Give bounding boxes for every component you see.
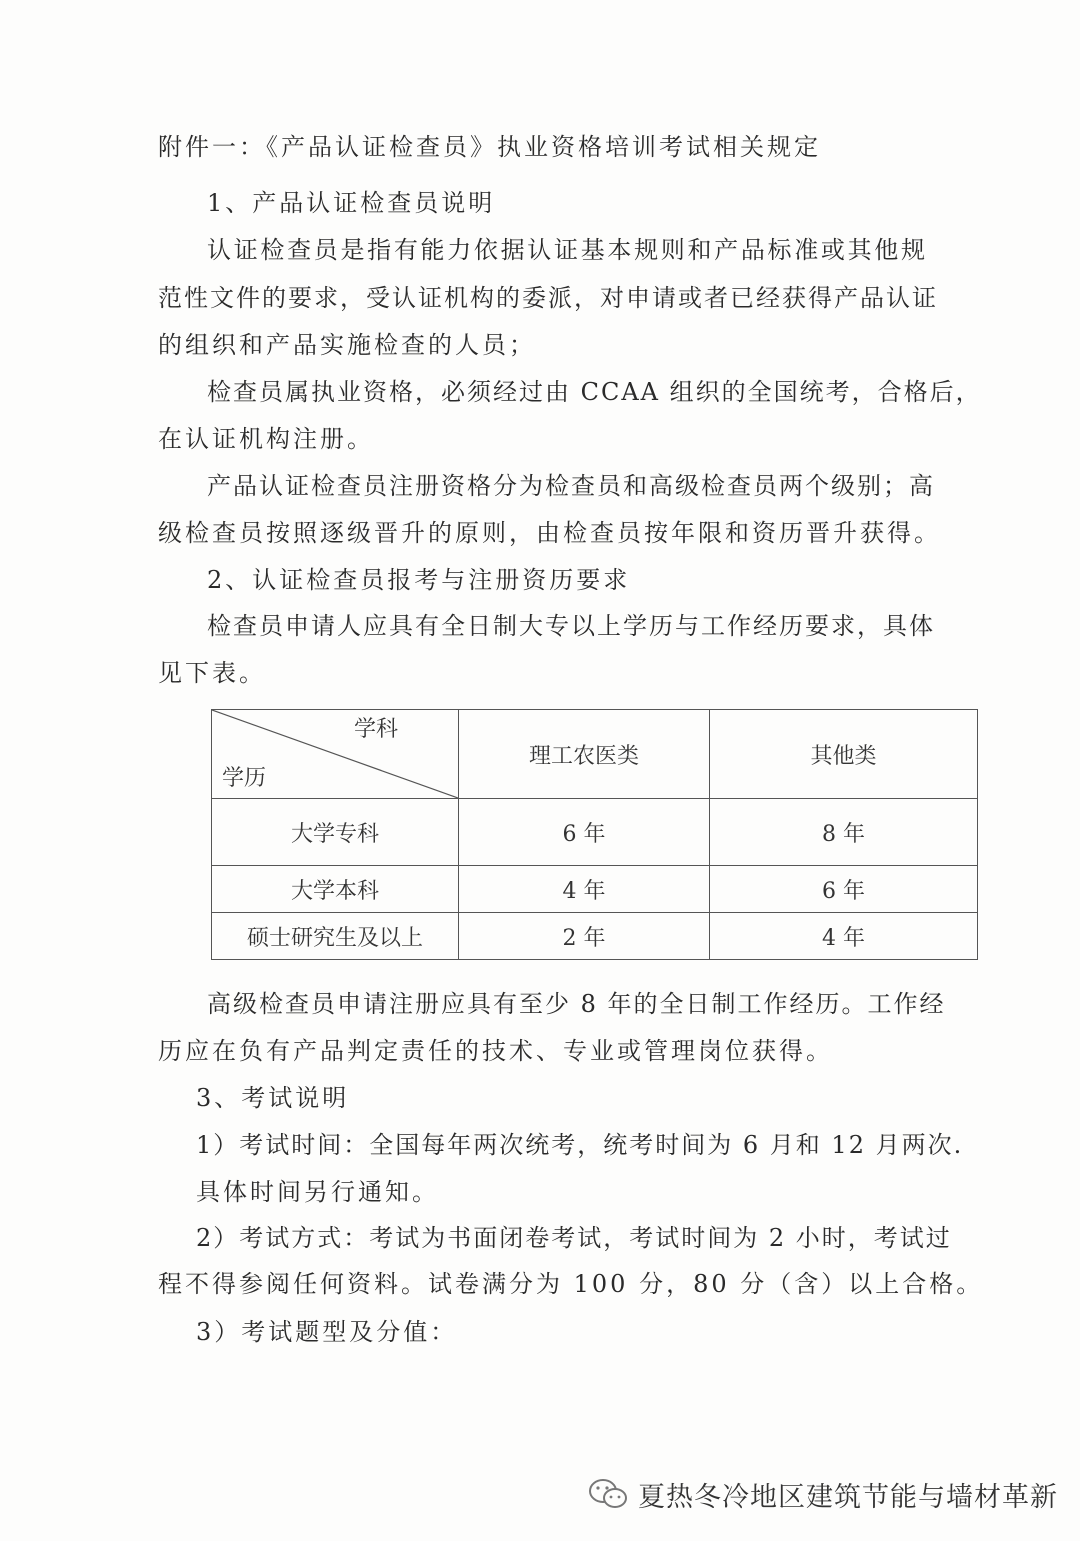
wechat-account-name: 夏热冬冷地区建筑节能与墙材革新 bbox=[638, 1481, 1058, 1513]
table-header-cell: 其他类 bbox=[710, 710, 978, 799]
qualification-table bbox=[211, 709, 978, 960]
table-cell: 2 年 bbox=[459, 913, 710, 960]
table-row-label: 大学专科 bbox=[212, 799, 459, 866]
table-row bbox=[212, 913, 978, 960]
table-header-education: 学历 bbox=[222, 766, 267, 791]
table-cell: 4 年 bbox=[710, 913, 978, 960]
table-row-label: 大学本科 bbox=[212, 866, 459, 913]
table-header-diagonal-cell bbox=[212, 710, 459, 799]
section-1-paragraph-2-line-2: 在认证机构注册。 bbox=[158, 425, 374, 453]
wechat-watermark bbox=[588, 1474, 1058, 1514]
table-row-label: 硕士研究生及以上 bbox=[212, 913, 459, 960]
wechat-icon bbox=[588, 1477, 628, 1511]
exam-item-1-line-1: 1）考试时间：全国每年两次统考，统考时间为 6 月和 12 月两次. bbox=[196, 1131, 964, 1159]
table-cell: 6 年 bbox=[710, 866, 978, 913]
section-1-paragraph-2-line-1: 检查员属执业资格，必须经过由 CCAA 组织的全国统考，合格后， bbox=[207, 378, 982, 406]
section-1-paragraph-1-line-2: 范性文件的要求，受认证机构的委派，对申请或者已经获得产品认证 bbox=[158, 284, 938, 312]
table-cell: 4 年 bbox=[459, 866, 710, 913]
exam-item-3: 3）考试题型及分值： bbox=[196, 1318, 458, 1346]
table-cell: 8 年 bbox=[710, 799, 978, 866]
section-2-paragraph-1-line-2: 见下表。 bbox=[158, 659, 266, 687]
section-1-paragraph-1-line-1: 认证检查员是指有能力依据认证基本规则和产品标准或其他规 bbox=[207, 236, 927, 264]
section-1-paragraph-3-line-1: 产品认证检查员注册资格分为检查员和高级检查员两个级别；高 bbox=[207, 472, 935, 500]
section-2-paragraph-2-line-2: 历应在负有产品判定责任的技术、专业或管理岗位获得。 bbox=[158, 1037, 833, 1065]
table-row bbox=[212, 799, 978, 866]
section-2-paragraph-1-line-1: 检查员申请人应具有全日制大专以上学历与工作经历要求，具体 bbox=[207, 612, 935, 640]
table-header-row bbox=[212, 710, 978, 799]
section-1-paragraph-1-line-3: 的组织和产品实施检查的人员； bbox=[158, 331, 536, 359]
exam-item-2-line-1: 2）考试方式：考试为书面闭卷考试，考试时间为 2 小时，考试过 bbox=[196, 1224, 952, 1252]
section-2-heading: 2、认证检查员报考与注册资历要求 bbox=[207, 566, 631, 594]
table-header-cell: 理工农医类 bbox=[459, 710, 710, 799]
table-row bbox=[212, 866, 978, 913]
section-3-heading: 3、考试说明 bbox=[196, 1084, 350, 1112]
section-2-paragraph-2-line-1: 高级检查员申请注册应具有至少 8 年的全日制工作经历。工作经 bbox=[207, 990, 946, 1018]
exam-item-1-line-2: 具体时间另行通知。 bbox=[196, 1178, 439, 1206]
table-cell: 6 年 bbox=[459, 799, 710, 866]
table-header-subject: 学科 bbox=[353, 717, 398, 742]
section-1-paragraph-3-line-2: 级检查员按照逐级晋升的原则，由检查员按年限和资历晋升获得。 bbox=[158, 519, 941, 547]
section-1-heading: 1、产品认证检查员说明 bbox=[207, 189, 496, 217]
exam-item-2-line-2: 程不得参阅任何资料。试卷满分为 100 分，80 分（含）以上合格。 bbox=[158, 1270, 984, 1298]
page-title: 附件一：《产品认证检查员》执业资格培训考试相关规定 bbox=[158, 133, 821, 161]
